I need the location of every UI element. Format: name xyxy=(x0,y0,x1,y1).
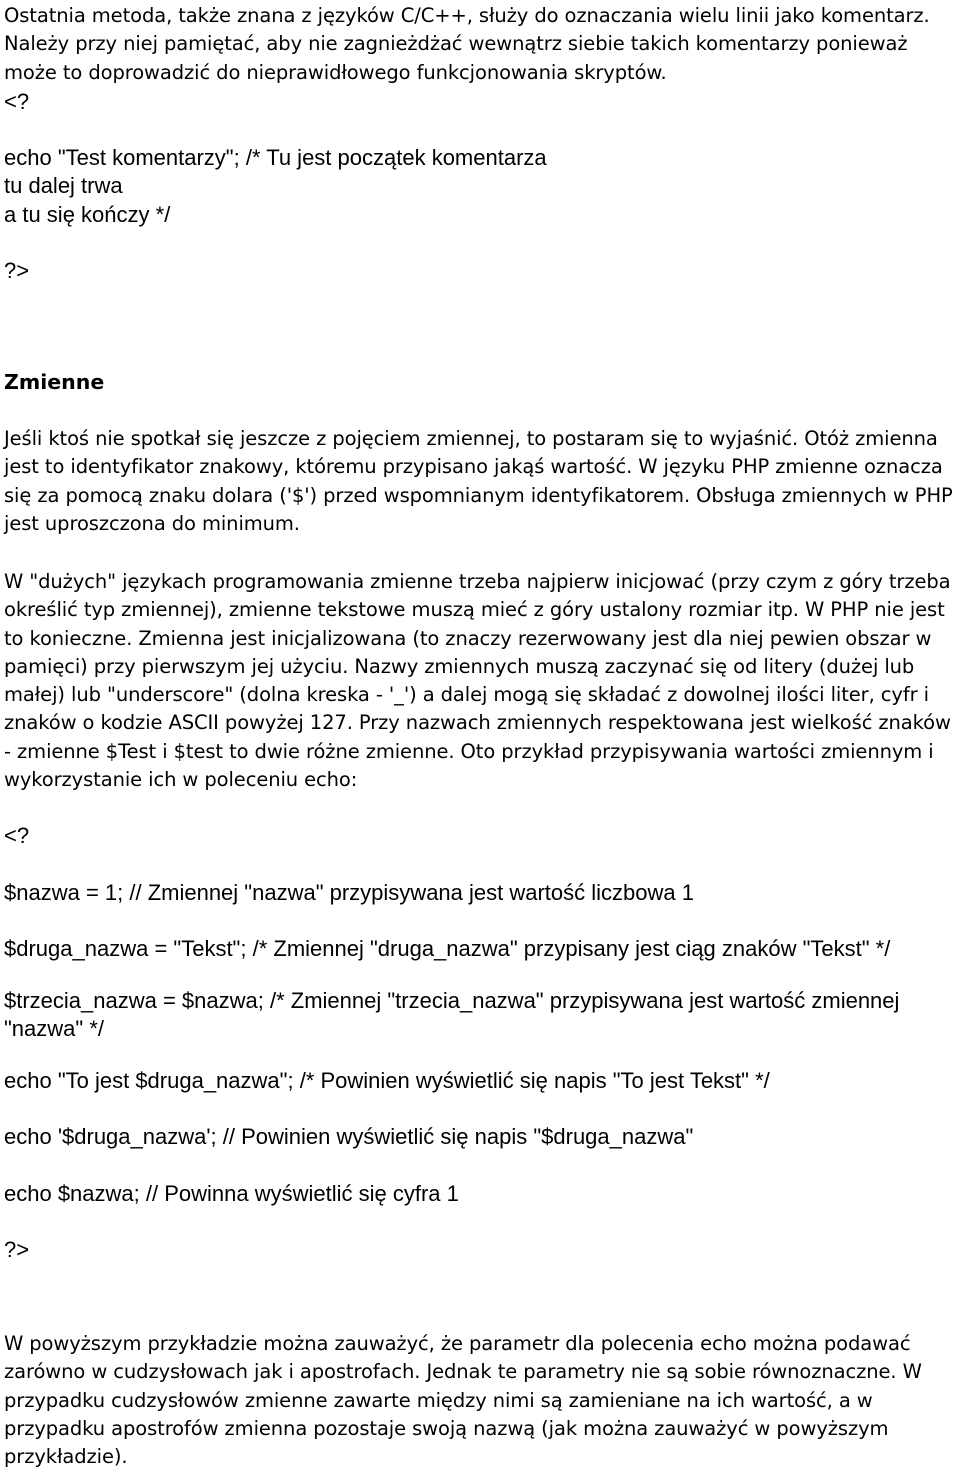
php-open-tag: <? xyxy=(4,89,30,114)
code-statement: echo "To jest $druga_nazwa"; /* Powinien wyświetlić się napis "To jest Tekst" */ xyxy=(4,1067,770,1093)
php-close-tag: ?> xyxy=(4,1237,30,1262)
code-example-variables xyxy=(4,822,958,1265)
php-close-tag: ?> xyxy=(4,258,30,283)
code-example-comment xyxy=(4,88,958,286)
variables-intro-paragraph: Jeśli ktoś nie spotkał się jeszcze z pojęciem zmiennej, to postaram się to wyjaśnić. Otóż zmienna jest to identyfikator znakowy, któremu przypisano jakąś wartość. W języku PHP zmienne oznacza się za pomocą znaku dolara ('$') przed wspomnianym identyfikatorem. Obsługa zmiennych w PHP jest uproszczona do minimum. xyxy=(4,427,953,535)
php-open-tag: <? xyxy=(4,823,30,848)
code-line: echo "Test komentarzy"; /* Tu jest początek komentarza xyxy=(4,144,547,170)
code-statement: $trzecia_nazwa = $nazwa; /* Zmiennej "trzecia_nazwa" przypisywana jest wartość zmiennej "nazwa" */ xyxy=(4,987,900,1041)
code-line: a tu się kończy */ xyxy=(4,201,171,227)
intro-paragraph: Ostatnia metoda, także znana z języków C/C++, służy do oznaczania wielu linii jako komentarz. Należy przy niej pamiętać, aby nie zagnieżdżać wewnątrz siebie takich komentarzy ponieważ może to doprowadzić do nieprawidłowego funkcjonowania skryptów. xyxy=(4,4,930,84)
code-line: tu dalej trwa xyxy=(4,173,123,198)
code-statement: $druga_nazwa = "Tekst"; /* Zmiennej "druga_nazwa" przypisany jest ciąg znaków "Tekst" */ xyxy=(4,936,891,961)
code-statement: echo $nazwa; // Powinna wyświetlić się cyfra 1 xyxy=(4,1180,459,1206)
code-statement: $nazwa = 1; // Zmiennej "nazwa" przypisywana jest wartość liczbowa 1 xyxy=(4,879,694,905)
section-heading: Zmienne xyxy=(4,370,105,394)
code-statement: echo '$druga_nazwa'; // Powinien wyświetlić się napis "$druga_nazwa" xyxy=(4,1124,694,1149)
echo-explanation-paragraph: W powyższym przykładzie można zauważyć, że parametr dla polecenia echo można podawać zarówno w cudzysłowach jak i apostrofach. Jednak te parametry nie są sobie równoznaczne. W przypadku cudzysłowów zmienne zawarte między nimi są zamieniane na ich wartość, a w przypadku apostrofów zmienna pozostaje swoją nazwą (jak można zauważyć w powyższym przykładzie). xyxy=(4,1332,922,1469)
variables-details-paragraph: W "dużych" językach programowania zmienne trzeba najpierw inicjować (przy czym z góry trzeba określić typ zmiennej), zmienne tekstowe muszą mieć z góry ustalony rozmiar itp. W PHP nie jest to konieczne. Zmienna jest inicjalizowana (to znaczy rezerwowany jest dla niej pewien obszar w pamięci) przy pierwszym jej użyciu. Nazwy zmiennych muszą zaczynać się od litery (dużej lub małej) lub "underscore" (dolna kreska - '_') a dalej mogą się składać z dowolnej ilości liter, cyfr i znaków o kodzie ASCII powyżej 127. Przy nazwach zmiennych respektowana jest wielkość znaków - zmienne $Test i $test to dwie różne zmienne. Oto przykład przypisywania wartości zmiennym i wykorzystanie ich w poleceniu echo: xyxy=(4,570,951,792)
